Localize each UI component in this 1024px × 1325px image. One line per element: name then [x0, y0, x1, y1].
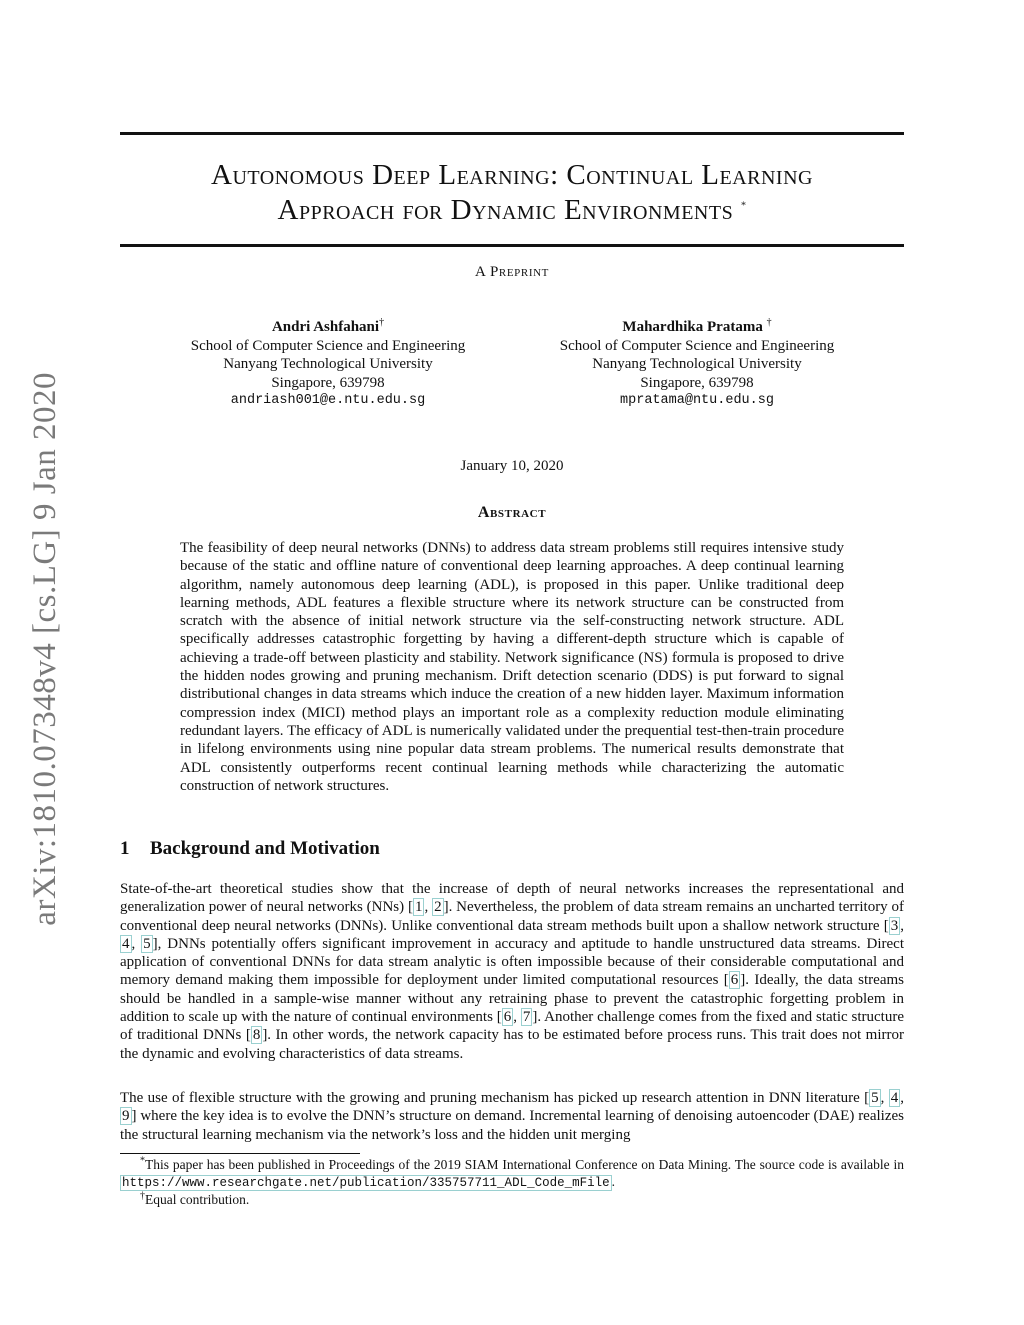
footnote-mark: † [140, 1190, 145, 1202]
section-heading [120, 838, 380, 860]
footnote-2 [120, 1191, 904, 1208]
paragraph-text: ] where the key idea is to evolve the DNN’s structure on demand. Incremental learning of denoising autoencoder (DAE) realizes the structural learning mechanism via the network’s loss and the hidden unit merging [120, 1108, 904, 1143]
footnote-mark: * [140, 1155, 145, 1167]
author-block-2 [527, 318, 867, 411]
citation-link[interactable]: 5 [871, 1090, 879, 1106]
author-school: School of Computer Science and Engineering [559, 337, 835, 354]
author-location: Singapore, 639798 [640, 374, 754, 391]
citation-link[interactable]: 6 [730, 972, 739, 989]
abstract-body: The feasibility of deep neural networks (DNNs) to address data stream problems still requires intensive study because of the static and offline nature of conventional deep learning approaches. A deep continual learning algorithm, namely autonomous deep learning (ADL), is proposed in this paper. Unlike traditional deep learning methods, ADL features a flexible structure where its network structure can be constructed from scratch with the absence of initial network structure via the self-constructing network structure. ADL specifically addresses catastrophic forgetting by having a different-depth structure which is capable of achieving a trade-off between plasticity and stability. Network significance (NS) formula is proposed to drive the hidden nodes growing and pruning mechanism. Drift detection scenario (DDS) is put forward to signal distributional changes in data streams which induce the creation of a new hidden layer. Maximum information compression index (MICI) method plays an important role as a complexity reduction module eliminating redundant layers. The efficacy of ADL is numerically validated under the prequential test-then-train procedure in lifelong environments using nine popular data stream problems. The numerical results demonstrate that ADL consistently outperforms recent continual learning methods while characterizing the automatic construction of network structures. [180, 540, 844, 794]
author-mark: † [766, 317, 772, 328]
footnote-text: Equal contribution. [145, 1192, 250, 1207]
section-number: 1 [120, 838, 130, 859]
citation-link[interactable]: 4 [890, 1090, 899, 1106]
author-email[interactable]: andriash001@e.ntu.edu.sg [230, 393, 426, 408]
author-university: Nanyang Technological University [592, 356, 802, 372]
source-code-link[interactable]: https://www.researchgate.net/publication/335757711_ADL_Code_mFile [122, 1176, 610, 1190]
citation-separator: , [900, 1090, 904, 1106]
citation-link[interactable]: 2 [434, 899, 442, 916]
body-paragraph-1 [120, 880, 904, 1063]
body-paragraph-2 [120, 1089, 904, 1144]
preprint-label: A Preprint [475, 264, 549, 280]
citation-link[interactable]: 8 [252, 1027, 261, 1044]
title-footnote-mark: * [740, 200, 747, 212]
author-block-1 [158, 318, 498, 411]
paragraph-text: ]. Ideally, the data streams should be handled in a sample-wise manner without any retraining phase to prevent the catastrophic forgetting problem in addition to scale up with the nature of continual environments [ [120, 972, 905, 1026]
citation-separator: , [880, 1090, 889, 1106]
section-title: Background and Motivation [150, 838, 380, 859]
author-name: Andri Ashfahani [271, 319, 380, 335]
title-line-1: Autonomous Deep Learning: Continual Learning [211, 159, 813, 191]
paragraph-text: State-of-the-art theoretical studies show that the increase of depth of neural networks increases the representational and generalization power of neural networks (NNs) [ [120, 881, 904, 916]
arxiv-identifier-text: arXiv:1810.07348v4 [cs.LG] 9 Jan 2020 [26, 372, 63, 926]
footnote-end: . [611, 1174, 615, 1189]
citation-separator: , [900, 917, 904, 934]
title-line-2: Approach for Dynamic Environments [277, 194, 734, 226]
publication-date: January 10, 2020 [460, 458, 564, 474]
title-bottom-rule [120, 244, 904, 247]
author-name: Mahardhika Pratama [622, 319, 763, 335]
author-mark: † [379, 317, 385, 328]
author-university: Nanyang Technological University [223, 356, 433, 372]
arxiv-identifier-stamp [0, 368, 90, 930]
paragraph-text: The use of flexible structure with the growing and pruning mechanism has picked up research attention in DNN literature [ [120, 1090, 870, 1106]
author-location: Singapore, 639798 [271, 374, 385, 391]
author-school: School of Computer Science and Engineering [190, 337, 466, 354]
paragraph-text: ], DNNs potentially offers significant improvement in accuracy and aptitude to handle unstructured data streams. Direct application of conventional DNNs for data stream analytic is often impossible because of their considerable computational and memory demand making them impossible for deployment under limited computational resources [ [120, 935, 905, 989]
abstract-heading: Abstract [477, 504, 547, 521]
citation-link[interactable]: 3 [890, 917, 899, 934]
paragraph-text: ]. Nevertheless, the problem of data stream remains an uncharted territory of conventional deep neural networks (DNNs). Unlike conventional data stream methods built upon a shallow network structure [ [120, 899, 905, 934]
citation-link[interactable]: 1 [414, 899, 423, 916]
citation-link[interactable]: 5 [143, 935, 151, 952]
citation-link[interactable]: 6 [503, 1009, 512, 1026]
paragraph-text: ]. In other words, the network capacity has to be estimated before process runs. This trait does not mirror the dynamic and evolving characteristics of data streams. [120, 1027, 904, 1062]
citation-link[interactable]: 4 [122, 935, 130, 952]
author-email[interactable]: mpratama@ntu.edu.sg [620, 393, 774, 408]
title-top-rule [120, 132, 904, 135]
paragraph-text: ]. Another challenge comes from the fixed and static structure of traditional DNNs [ [120, 1009, 904, 1044]
citation-link[interactable]: 9 [122, 1108, 130, 1125]
citation-separator: , [131, 935, 142, 952]
footnote-1 [120, 1156, 904, 1192]
footnote-rule [120, 1153, 360, 1154]
citation-separator: , [513, 1009, 521, 1026]
citation-link[interactable]: 7 [522, 1009, 531, 1026]
paper-title [120, 158, 904, 228]
citation-separator: , [424, 899, 433, 916]
footnote-text: This paper has been published in Proceedings of the 2019 SIAM International Conference on Data Mining. The source code is available in [145, 1157, 904, 1172]
